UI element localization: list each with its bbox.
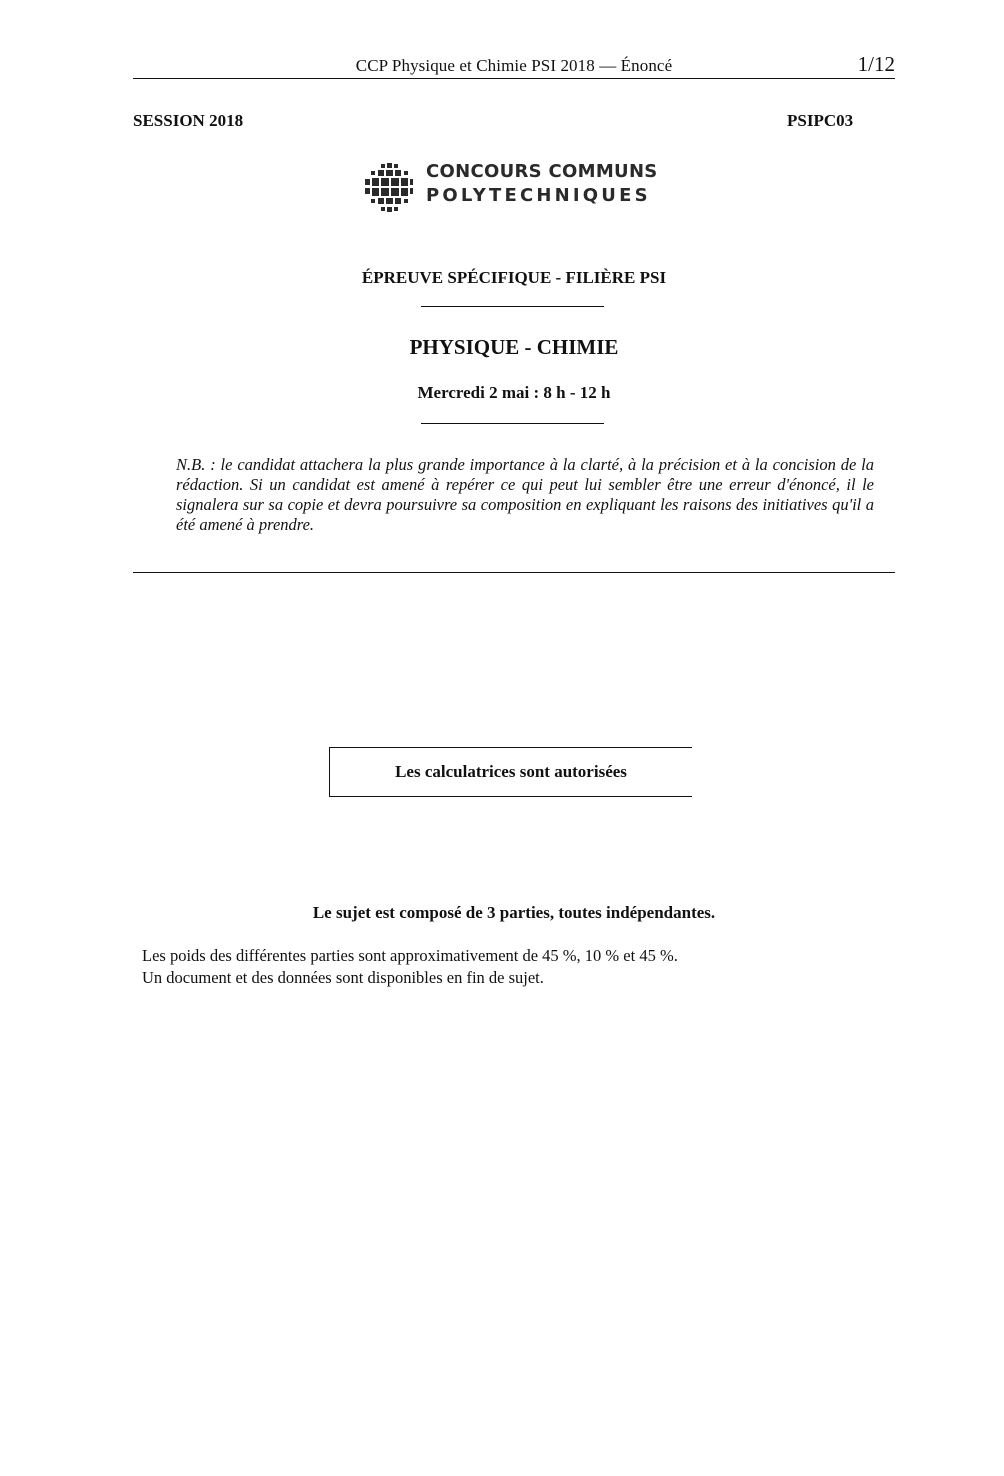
dotted-globe-icon — [362, 162, 414, 214]
divider — [421, 423, 604, 424]
divider — [421, 306, 604, 307]
subject-title: PHYSIQUE - CHIMIE — [409, 335, 619, 359]
running-header-title: CCP Physique et Chimie PSI 2018 — Énoncé — [355, 56, 673, 75]
documents-paragraph: Un document et des données sont disponibles en fin de sujet. — [142, 968, 544, 987]
section-divider — [133, 572, 895, 573]
calculator-notice-box — [329, 747, 692, 797]
calculator-notice: Les calculatrices sont autorisées — [395, 762, 627, 781]
weights-paragraph: Les poids des différentes parties sont approximativement de 45 %, 10 % et 45 %. — [142, 946, 678, 965]
logo-line-2: POLYTECHNIQUES — [426, 185, 651, 206]
nota-bene: N.B. : le candidat attachera la plus grande importance à la clarté, à la précision et à la concision de la rédaction. Si un candidat est amené à repérer ce qui peut lui sembler être une erreur d'énoncé, il le signalera sur sa copie et devra poursuivre sa composition en expliquant les raisons des initiatives qu'il a été amené à prendre. — [176, 455, 874, 534]
exam-date: Mercredi 2 mai : 8 h - 12 h — [417, 383, 611, 402]
page-number: 1/12 — [857, 52, 895, 76]
running-header — [133, 52, 895, 79]
exam-track-title: ÉPREUVE SPÉCIFIQUE - FILIÈRE PSI — [361, 268, 667, 287]
logo — [362, 160, 662, 212]
logo-line-1: CONCOURS COMMUNS — [426, 161, 658, 182]
logo-text — [426, 160, 658, 208]
session-label: SESSION 2018 — [133, 111, 244, 130]
composition-statement: Le sujet est composé de 3 parties, toutes indépendantes. — [312, 903, 716, 922]
exam-code: PSIPC03 — [787, 111, 854, 130]
